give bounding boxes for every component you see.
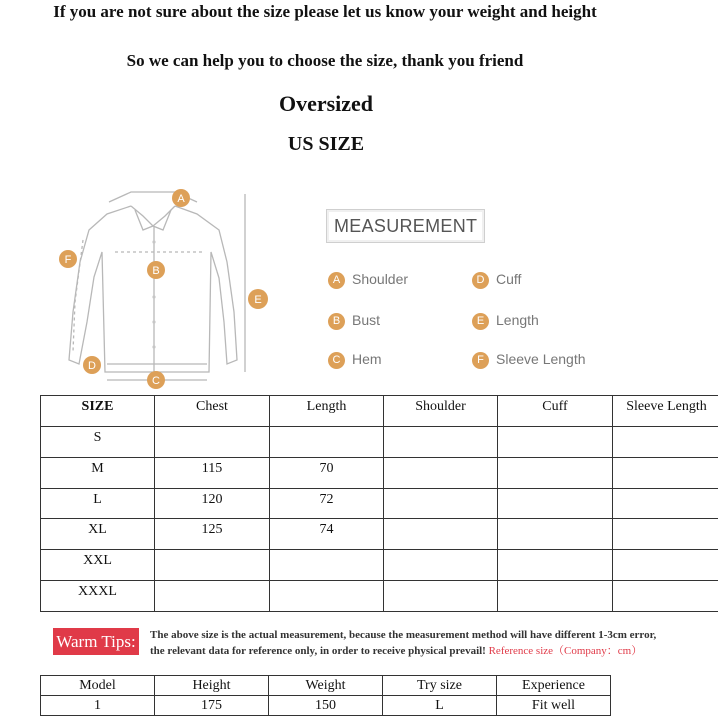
table-cell: 175 — [155, 696, 269, 716]
legend-label: Length — [496, 312, 539, 328]
legend-label: Bust — [352, 312, 381, 328]
table-cell — [384, 581, 498, 612]
header-shoulder: Shoulder — [384, 396, 498, 427]
table-cell: Fit well — [497, 696, 611, 716]
table-cell — [384, 489, 498, 519]
header-experience: Experience — [497, 676, 611, 696]
warm-tips-badge: Warm Tips: — [53, 628, 139, 655]
table-row — [41, 550, 718, 581]
table-cell — [384, 550, 498, 581]
svg-text:A: A — [177, 193, 185, 205]
legend-bust — [328, 310, 380, 330]
warm-tips-line1: The above size is the actual measurement, because the measurement method will have different 1-3cm error, — [150, 629, 657, 641]
shirt-illustration — [47, 182, 287, 392]
table-cell — [498, 427, 613, 458]
svg-text:D: D — [88, 360, 96, 372]
model-table-header-row — [41, 676, 611, 696]
model-table — [40, 675, 611, 716]
table-cell: XXXL — [41, 581, 155, 612]
size-table-header-row — [41, 396, 718, 427]
svg-text:C: C — [152, 375, 160, 387]
legend-hem — [328, 349, 382, 369]
table-cell — [155, 581, 270, 612]
legend-sleeve-length — [472, 349, 586, 369]
legend-shoulder — [328, 269, 408, 289]
legend-label: Cuff — [496, 271, 522, 287]
legend-label: Shoulder — [352, 271, 409, 287]
table-cell — [613, 519, 718, 550]
table-cell: 150 — [269, 696, 383, 716]
table-cell: 115 — [155, 458, 270, 489]
header-cuff: Cuff — [498, 396, 613, 427]
header-model: Model — [41, 676, 155, 696]
table-cell — [613, 458, 718, 489]
table-cell: 120 — [155, 489, 270, 519]
table-cell: 74 — [270, 519, 384, 550]
legend-b-icon: B — [328, 313, 345, 330]
svg-text:B: B — [152, 265, 160, 277]
intro-text-line1: If you are not sure about the size please let us know your weight and height — [53, 2, 597, 21]
table-cell — [270, 581, 384, 612]
legend-d-icon: D — [472, 272, 489, 289]
table-cell: M — [41, 458, 155, 489]
table-cell — [155, 550, 270, 581]
table-cell — [498, 519, 613, 550]
table-row — [41, 458, 718, 489]
warm-tips-line2: the relevant data for reference only, in order to receive physical prevail! — [150, 645, 486, 657]
table-cell — [384, 427, 498, 458]
size-system-title: US SIZE — [287, 133, 365, 155]
table-cell — [613, 427, 718, 458]
warm-tips-line2-wrap — [150, 643, 710, 659]
table-cell — [498, 458, 613, 489]
table-cell: 125 — [155, 519, 270, 550]
intro-text-line2: So we can help you to choose the size, thank you friend — [126, 51, 524, 70]
table-cell — [270, 550, 384, 581]
header-weight: Weight — [269, 676, 383, 696]
table-cell: 70 — [270, 458, 384, 489]
svg-text:F: F — [64, 254, 72, 266]
table-row — [41, 581, 718, 612]
legend-label: Hem — [352, 351, 382, 367]
header-try-size: Try size — [383, 676, 497, 696]
legend-label: Sleeve Length — [496, 351, 586, 367]
table-cell — [613, 489, 718, 519]
table-cell — [613, 550, 718, 581]
table-cell: S — [41, 427, 155, 458]
table-cell: L — [383, 696, 497, 716]
table-row — [41, 489, 718, 519]
table-row — [41, 696, 611, 716]
table-cell: XL — [41, 519, 155, 550]
table-cell: L — [41, 489, 155, 519]
table-cell — [384, 519, 498, 550]
legend-f-icon: F — [472, 352, 489, 369]
measurement-diagram — [47, 182, 593, 392]
reference-size-note: Reference size（Company：cm） — [488, 645, 643, 657]
table-cell: 72 — [270, 489, 384, 519]
table-row — [41, 427, 718, 458]
header-size: SIZE — [41, 396, 155, 427]
table-cell — [498, 550, 613, 581]
table-row — [41, 519, 718, 550]
table-cell — [155, 427, 270, 458]
svg-text:E: E — [254, 294, 262, 306]
header-sleeve-length: Sleeve Length — [613, 396, 718, 427]
header-chest: Chest — [155, 396, 270, 427]
size-table — [40, 395, 718, 612]
table-cell: XXL — [41, 550, 155, 581]
table-cell — [498, 489, 613, 519]
measurement-title: MEASUREMENT — [326, 209, 485, 243]
legend-cuff — [472, 269, 521, 289]
table-cell — [613, 581, 718, 612]
table-cell — [498, 581, 613, 612]
table-cell: 1 — [41, 696, 155, 716]
legend-e-icon: E — [472, 313, 489, 330]
legend-a-icon: A — [328, 272, 345, 289]
table-cell — [384, 458, 498, 489]
fit-title: Oversized — [278, 91, 374, 116]
legend-length — [472, 310, 539, 330]
header-height: Height — [155, 676, 269, 696]
warm-tips-text — [150, 627, 710, 659]
legend-c-icon: C — [328, 352, 345, 369]
table-cell — [270, 427, 384, 458]
header-length: Length — [270, 396, 384, 427]
